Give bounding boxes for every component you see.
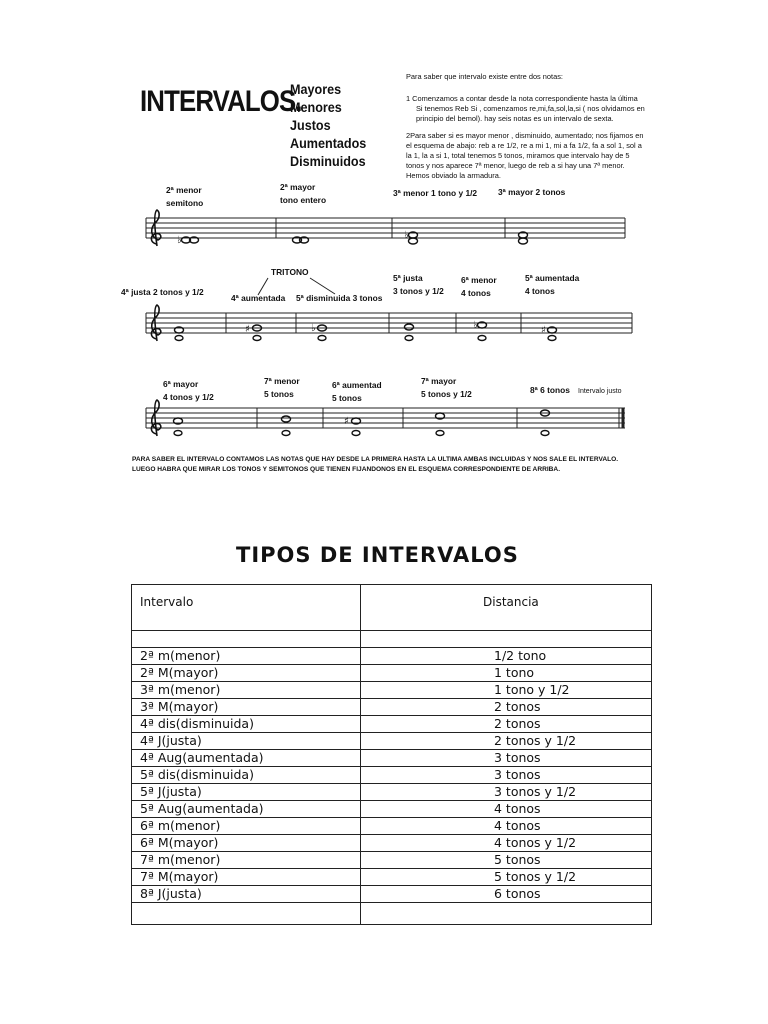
table-row: [132, 665, 652, 682]
table-row: [132, 767, 652, 784]
counting-note: PARA SABER EL INTERVALO CONTAMOS LAS NOTAS QUE HAY DESDE LA PRIMERA HASTA LA ULTIMA AMBAS INCLUIDAS Y NOS SALE EL INTERVALO. LUEGO HABRA QUE MIRAR LOS TONOS Y SEMITONOS QUE TIENEN FIJANDONOS EN EL ESQUEMA CORRESPONDIENTE DE ARRIBA.: [132, 456, 619, 473]
table-row: [132, 648, 652, 665]
interval-label: 5ª disminuida 3 tonos: [296, 293, 383, 303]
table-row: [132, 818, 652, 835]
table-row: [132, 801, 652, 818]
svg-text:♭: ♭: [177, 235, 182, 246]
interval-label: 8ª 6 tonos: [530, 385, 570, 395]
header-distancia: Distancia: [361, 585, 652, 631]
interval-cell: 6ª m(menor): [132, 818, 361, 835]
interval-cell: 4ª dis(disminuida): [132, 716, 361, 733]
note-line: Si tenemos Reb Si , comenzamos re,mi,fa,sol,la,si ( nos olvidamos en principio del bemol). hay seis notas es un intervalo de sexta.: [416, 104, 645, 123]
distance-cell: 1 tono: [361, 665, 652, 682]
table-title: TIPOS DE INTERVALOS: [236, 543, 519, 567]
distance-cell: 6 tonos: [361, 886, 652, 903]
tritono-label: TRITONO: [271, 267, 309, 277]
interval-cell: 7ª M(mayor): [132, 869, 361, 886]
distance-cell: 4 tonos: [361, 818, 652, 835]
table-row: [132, 784, 652, 801]
table-row: [132, 886, 652, 903]
intervals-table: [131, 584, 652, 925]
distance-cell: 4 tonos: [361, 801, 652, 818]
table-row: [132, 750, 652, 767]
distance-cell: 4 tonos y 1/2: [361, 835, 652, 852]
sheet-title: INTERVALOS.: [140, 85, 302, 118]
interval-label: 6ª menor 4 tonos: [461, 275, 497, 298]
header-intervalo: Intervalo: [132, 585, 361, 631]
svg-text:♭: ♭: [404, 230, 409, 241]
distance-cell: 5 tonos y 1/2: [361, 869, 652, 886]
interval-label: 6ª aumentad 5 tonos: [332, 380, 382, 403]
staff-2: [146, 278, 632, 333]
interval-cell: 4ª J(justa): [132, 733, 361, 750]
staff-1: [146, 218, 625, 238]
interval-label: 7ª menor 5 tonos: [264, 376, 300, 399]
interval-cell: 5ª J(justa): [132, 784, 361, 801]
svg-text:♯: ♯: [245, 324, 250, 335]
note-line: 2Para saber si es mayor menor , disminuido, aumentado; nos fijamos en el esquema de abajo: reb a re 1/2, re a mi 1, mi a fa 1/2, fa a sol 1, sol a la 1, la a si 1, total tenemos 5 tonos, miramos que intervalo hay de 5 tonos y nos aparece 7ª menor, luego de reb a si hay una 7ª menor. Hemos obviado la armadura.: [406, 131, 644, 180]
note-line: Para saber que intervalo existe entre dos notas:: [406, 72, 563, 81]
table-row: [132, 733, 652, 750]
distance-cell: 3 tonos y 1/2: [361, 784, 652, 801]
interval-label: 6ª mayor 4 tonos y 1/2: [163, 379, 214, 402]
interval-label: 3ª mayor 2 tonos: [498, 187, 566, 197]
interval-cell: 4ª Aug(aumentada): [132, 750, 361, 767]
table-row: [132, 716, 652, 733]
music-staves: [0, 0, 768, 470]
distance-cell: 5 tonos: [361, 852, 652, 869]
interval-label: 4ª justa 2 tonos y 1/2: [121, 287, 204, 297]
interval-label: 7ª mayor 5 tonos y 1/2: [421, 376, 472, 399]
svg-text:♭: ♭: [311, 323, 316, 334]
interval-cell: 7ª m(menor): [132, 852, 361, 869]
interval-cell: 2ª M(mayor): [132, 665, 361, 682]
table-row: [132, 852, 652, 869]
table-row: [132, 699, 652, 716]
staff-3: [146, 408, 625, 428]
interval-label: 2ª menor semitono: [166, 185, 204, 208]
type-item: Mayores: [290, 81, 342, 97]
svg-text:♯: ♯: [344, 416, 349, 427]
distance-cell: 3 tonos: [361, 750, 652, 767]
interval-label: 4ª aumentada: [231, 293, 286, 303]
table-row: [132, 869, 652, 886]
table-row: [132, 835, 652, 852]
interval-cell: 3ª m(menor): [132, 682, 361, 699]
type-item: Disminuidos: [290, 153, 366, 169]
type-item: Justos: [290, 117, 331, 133]
interval-cell: 6ª M(mayor): [132, 835, 361, 852]
interval-cell: 8ª J(justa): [132, 886, 361, 903]
interval-cell: 5ª dis(disminuida): [132, 767, 361, 784]
interval-label: 5ª justa 3 tonos y 1/2: [393, 273, 444, 296]
blank-row: [132, 631, 652, 648]
distance-cell: 2 tonos: [361, 716, 652, 733]
type-item: Menores: [290, 99, 342, 115]
interval-label: Intervalo justo: [578, 388, 622, 395]
interval-cell: 3ª M(mayor): [132, 699, 361, 716]
distance-cell: 3 tonos: [361, 767, 652, 784]
interval-label: 2ª mayor tono entero: [280, 182, 327, 205]
svg-text:♯: ♯: [541, 325, 546, 336]
interval-label: 5ª aumentada 4 tonos: [525, 273, 580, 296]
distance-cell: 2 tonos: [361, 699, 652, 716]
distance-cell: 1 tono y 1/2: [361, 682, 652, 699]
interval-label: 3ª menor 1 tono y 1/2: [393, 188, 478, 198]
type-item: Aumentados: [290, 135, 367, 151]
blank-row: [132, 903, 652, 925]
distance-cell: 1/2 tono: [361, 648, 652, 665]
interval-cell: 2ª m(menor): [132, 648, 361, 665]
svg-text:♭: ♭: [473, 320, 478, 331]
table-row: [132, 682, 652, 699]
table-header-row: [132, 585, 652, 631]
interval-cell: 5ª Aug(aumentada): [132, 801, 361, 818]
note-line: 1 Comenzamos a contar desde la nota correspondiente hasta la última: [406, 94, 638, 103]
distance-cell: 2 tonos y 1/2: [361, 733, 652, 750]
